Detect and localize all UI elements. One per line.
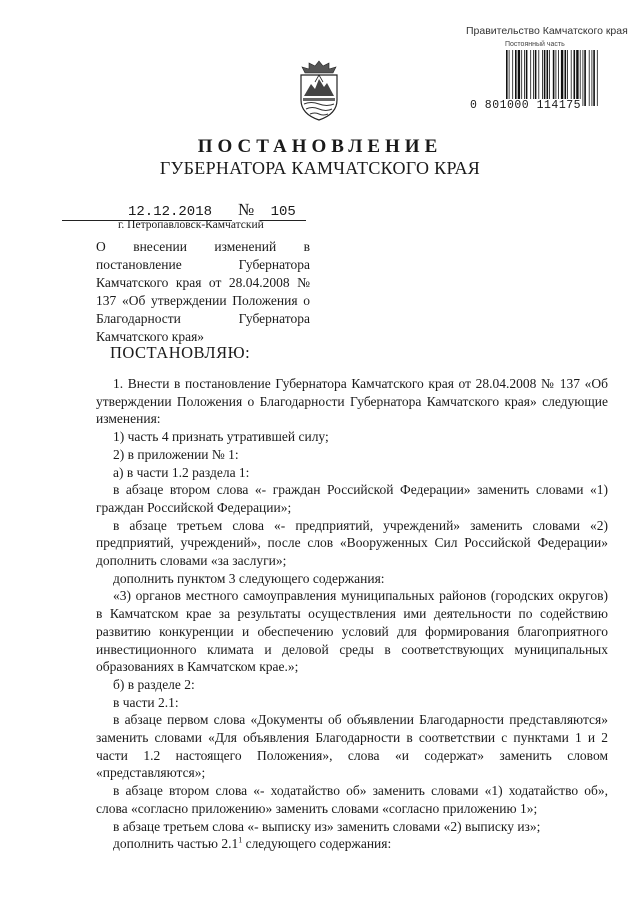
barcode-bar bbox=[542, 50, 543, 106]
barcode-bar bbox=[553, 50, 555, 106]
barcode-bar bbox=[533, 50, 534, 106]
barcode-bar bbox=[526, 50, 528, 106]
document-subtitle: ГУБЕРНАТОРА КАМЧАТСКОГО КРАЯ bbox=[159, 158, 481, 178]
paragraph: дополнить пунктом 3 следующего содержания: bbox=[113, 570, 385, 586]
barcode-bar bbox=[567, 50, 568, 106]
paragraph: в абзаце третьем слова «- предприятий, учреждений» заменить словами «2) предприятий, учреждений», после слов «Вооруженных Сил Российской Федерации» дополнить словами «за заслуги»; bbox=[96, 517, 608, 569]
barcode-bar bbox=[530, 50, 531, 106]
barcode-bar bbox=[580, 50, 581, 106]
barcode-caption: Постоянный часть bbox=[505, 41, 565, 48]
coat-of-arms-emblem bbox=[296, 60, 342, 122]
barcode-bar bbox=[597, 50, 598, 106]
paragraph: в абзаце втором слова «- граждан Российской Федерации» заменить словами «1) граждан Российской Федерации»; bbox=[96, 482, 608, 515]
barcode-bar bbox=[558, 50, 559, 106]
barcode-bar bbox=[518, 50, 520, 106]
paragraph: в абзаце третьем слова «- выписку из» заменить словами «2) выписку из»; bbox=[113, 818, 541, 834]
paragraph: 1. Внести в постановление Губернатора Камчатского края от 28.04.2008 № 137 «Об утверждении Положения о Благодарности Губернатора Камчатского края» следующие изменения: bbox=[96, 376, 608, 427]
paragraph: а) в части 1.2 раздела 1: bbox=[113, 464, 250, 480]
document-subject: О внесении изменений в постановление Губернатора Камчатского края от 28.04.2008 № 137 «Об утверждении Положения о Благодарности Губернатора Камчатского края» bbox=[96, 239, 310, 344]
barcode-bar bbox=[571, 50, 572, 106]
barcode-bar bbox=[547, 50, 549, 106]
paragraph: в абзаце втором слова «- ходатайство об» заменить словами «1) ходатайство об», слова «согласно приложению» заменить словами «согласно приложению 1»; bbox=[96, 783, 608, 816]
barcode-bar bbox=[574, 50, 576, 106]
barcode-bar bbox=[544, 50, 546, 106]
organization-label: Правительство Камчатского края bbox=[466, 25, 628, 37]
barcode-bar bbox=[561, 50, 563, 106]
barcode-bar bbox=[592, 50, 593, 106]
barcode-bar bbox=[521, 50, 522, 106]
paragraph: б) в разделе 2: bbox=[113, 676, 195, 692]
paragraph: в абзаце первом слова «Документы об объявлении Благодарности представляются» заменить словами «Для объявления Благодарности в соответствии с пунктами 1 и 2 части 1.2 настоящего Положения», слова «и содержат» заменить словом «представляются»; bbox=[96, 712, 608, 781]
paragraph: «3) органов местного самоуправления муниципальных районов (городских округов) в Камчатском крае за результаты осуществления ими деятельности по содействию развитию конкуренции и обеспечению условий для формирования благоприятного инвестиционного климата и деловой среды в соответствующих муниципальных образованиях в Камчатском крае.»; bbox=[96, 588, 608, 675]
barcode-bar bbox=[512, 50, 513, 106]
paragraph-text: дополнить частью 2.1 bbox=[113, 836, 239, 852]
barcode-bar bbox=[583, 50, 584, 106]
barcode-bar bbox=[593, 50, 595, 106]
barcode-bar bbox=[556, 50, 557, 106]
barcode-bar bbox=[549, 50, 550, 106]
document-date: 12.12.2018 bbox=[62, 204, 232, 221]
paragraph: 2) в приложении № 1: bbox=[113, 446, 239, 462]
document-number: 105 bbox=[260, 204, 306, 221]
barcode bbox=[505, 50, 599, 106]
barcode-bar bbox=[515, 50, 517, 106]
superscript: 1 bbox=[238, 835, 243, 845]
document-title: ПОСТАНОВЛЕНИЕ bbox=[197, 136, 443, 157]
number-sign: № bbox=[238, 200, 255, 219]
barcode-bar bbox=[509, 50, 510, 106]
barcode-bar bbox=[584, 50, 586, 106]
barcode-bar bbox=[524, 50, 525, 106]
barcode-bar bbox=[589, 50, 590, 106]
barcode-bar bbox=[576, 50, 578, 106]
barcode-bar bbox=[535, 50, 537, 106]
date-number-line bbox=[62, 200, 306, 221]
city-name: г. Петропавловск-Камчатский bbox=[118, 219, 264, 231]
barcode-bar bbox=[538, 50, 539, 106]
paragraph: в части 2.1: bbox=[113, 694, 179, 710]
barcode-bar bbox=[506, 50, 508, 106]
decree-word: ПОСТАНОВЛЯЮ: bbox=[110, 343, 251, 362]
paragraph-text: следующего содержания: bbox=[242, 836, 392, 852]
barcode-bar bbox=[565, 50, 567, 106]
paragraph bbox=[96, 835, 608, 853]
barcode-number: 0 801000 114175 bbox=[470, 99, 582, 112]
paragraph: 1) часть 4 признать утратившей силу; bbox=[113, 429, 329, 445]
document-body bbox=[96, 375, 608, 853]
